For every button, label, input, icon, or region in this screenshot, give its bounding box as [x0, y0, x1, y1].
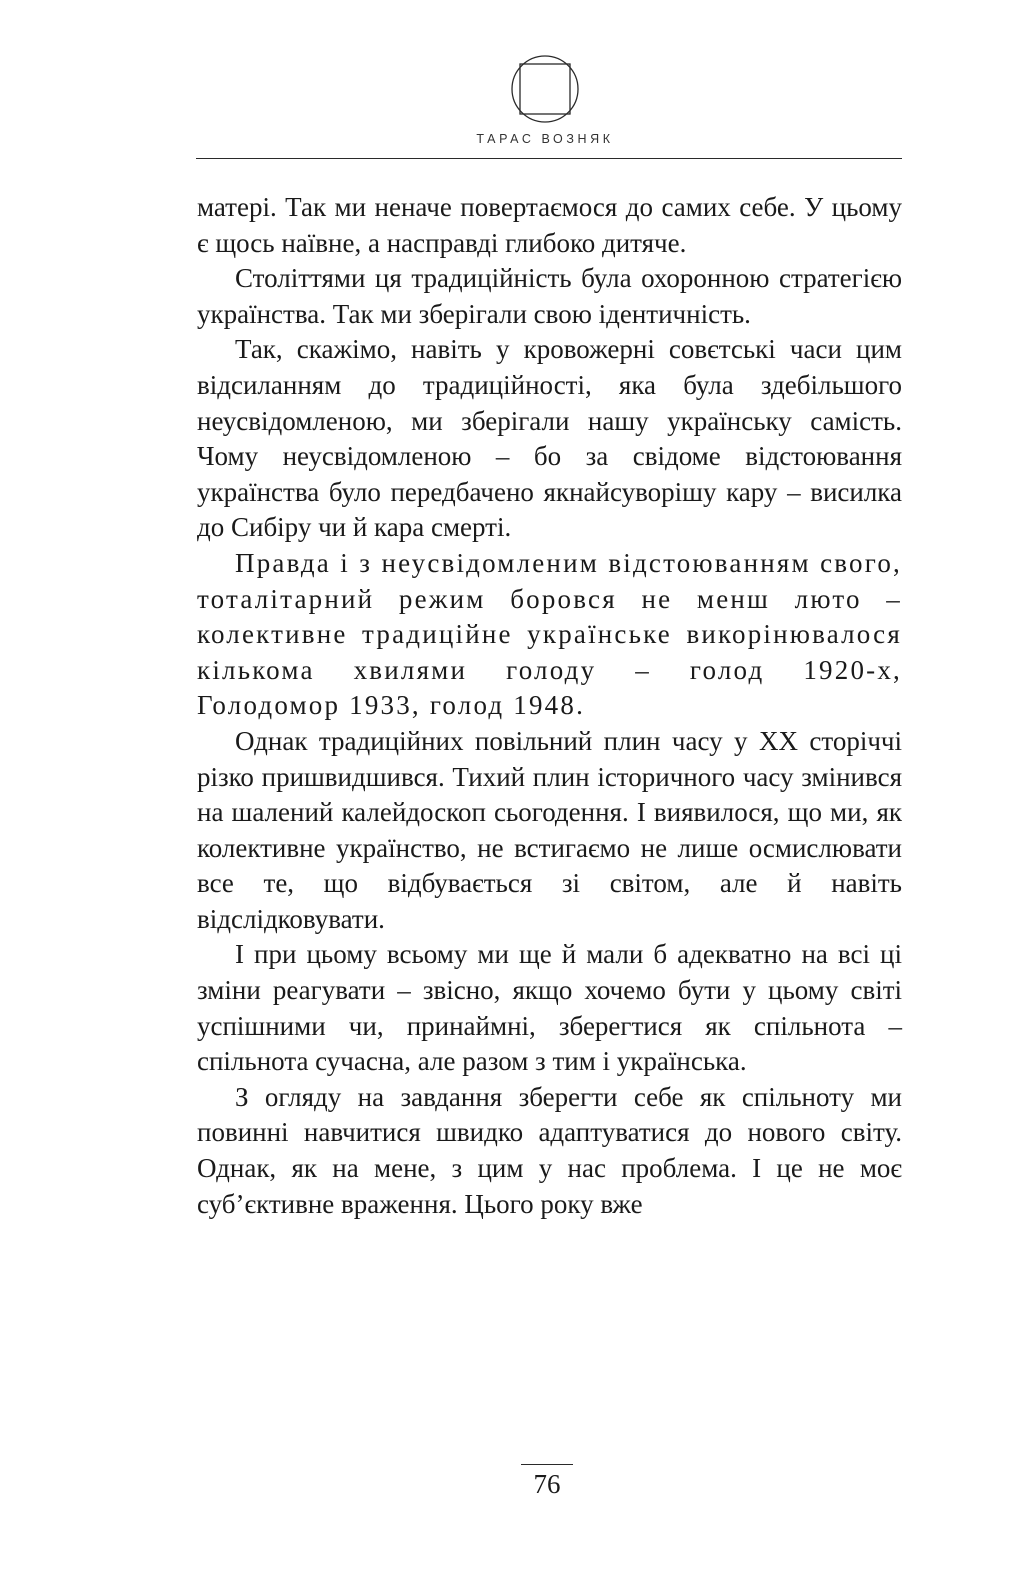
running-header-author: ТАРАС ВОЗНЯК: [476, 132, 614, 146]
paragraph: З огляду на завдання зберегти себе як спільноту ми повинні навчитися швидко адаптуватися до нового світу. Однак, як на мене, з цим у нас проблема. І це не моє суб’єктивне враження. Цього року вже: [197, 1081, 902, 1219]
paragraph: І при цьому всьому ми ще й мали б адекватно на всі ці зміни реагувати – звісно, якщо хочемо бути у цьому світі успішними чи, принаймні, зберегтися як спільнота – спільнота сучасна, але разом з тим і українська.: [197, 939, 902, 1077]
body-text: [197, 190, 902, 1222]
page-number: 76: [521, 1464, 573, 1501]
paragraph: Правда і з неусвідомленим відстоюванням свого, тоталітарний режим боровся не менш люто – колективне традиційне українське викорінювалося кількома хвилями голоду – голод 1920-х, Голодомор 1933, голод 1948.: [197, 547, 902, 721]
paragraph: матері. Так ми неначе повертаємося до самих себе. У цьому є щось наївне, а насправді глибоко дитяче.: [197, 192, 902, 258]
paragraph: Так, скажімо, навіть у кровожерні совєтські часи цим відсиланням до традиційності, яка була здебільшого неусвідомленою, ми зберігали нашу українську самість. Чому неусвідомленою – бо за свідоме відстоювання українства було передбачено якнайсуворішу кару – висилка до Сибіру чи й кара смерті.: [197, 334, 902, 543]
header-divider: [196, 158, 902, 159]
paragraph: Однак традиційних повільний плин часу у ХХ сторіччі різко пришвидшився. Тихий плин історичного часу змінився на шалений калейдоскоп сьогодення. І виявилося, що ми, як колективне українство, не встигаємо не лише осмислювати все те, що відбувається зі світом, але й навіть відслідковувати.: [197, 725, 902, 934]
paragraph: Століттями ця традиційність була охоронною стратегією українства. Так ми зберігали свою ідентичність.: [197, 263, 902, 329]
circle-square-emblem-icon: [511, 46, 579, 124]
